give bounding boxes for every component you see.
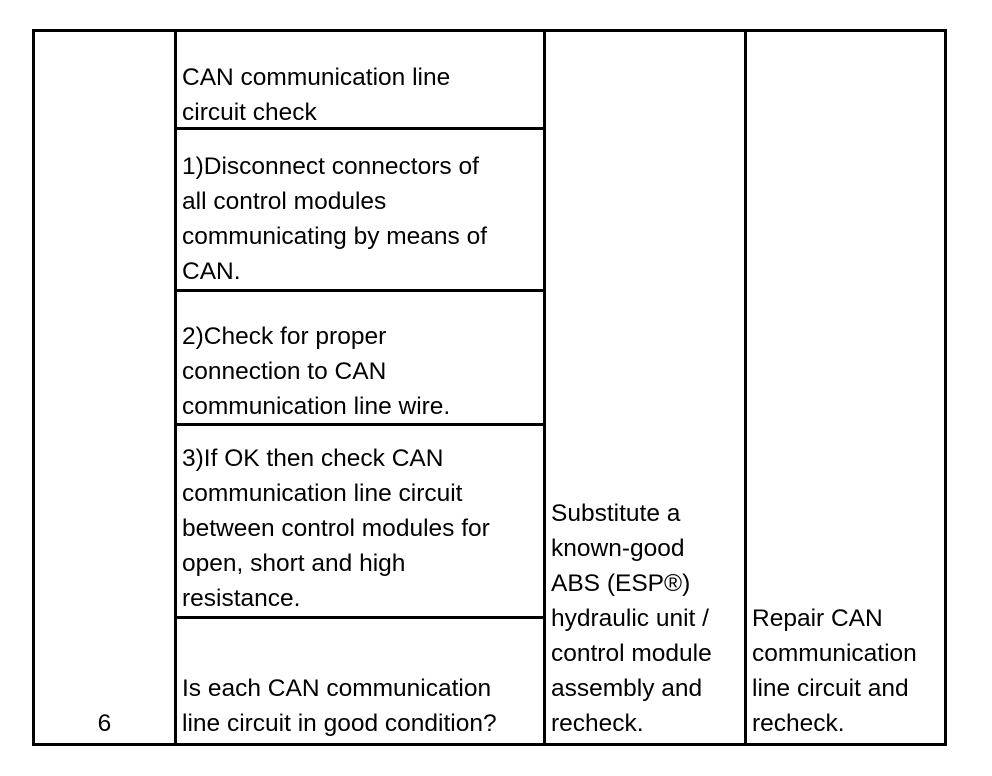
action-step-1: 1)Disconnect connectors of all control modules communicating by means of CAN. [182, 153, 488, 285]
action-title-cell [177, 32, 543, 130]
step-number-cell [35, 32, 177, 743]
action-step-3: 3)If OK then check CAN communication line circuit between control modules for open, short and high resistance. [182, 445, 490, 612]
yes-action-cell [546, 32, 747, 743]
no-action-cell [747, 32, 944, 743]
diagnostic-step-table [32, 29, 947, 746]
action-title: CAN communication line circuit check [182, 64, 451, 126]
yes-action-text: Substitute a known-good ABS (ESP®) hydraulic unit / control module assembly and recheck. [551, 500, 712, 737]
action-step-3-cell [177, 426, 543, 619]
action-step-1-cell [177, 130, 543, 292]
question-text: Is each CAN communication line circuit in good condition? [182, 675, 497, 737]
question-cell [177, 619, 543, 743]
no-action-text: Repair CAN communication line circuit and recheck. [752, 605, 917, 737]
action-step-2: 2)Check for proper connection to CAN communication line wire. [182, 323, 451, 420]
action-step-2-cell [177, 292, 543, 426]
step-number: 6 [97, 710, 112, 737]
action-column [177, 32, 546, 743]
